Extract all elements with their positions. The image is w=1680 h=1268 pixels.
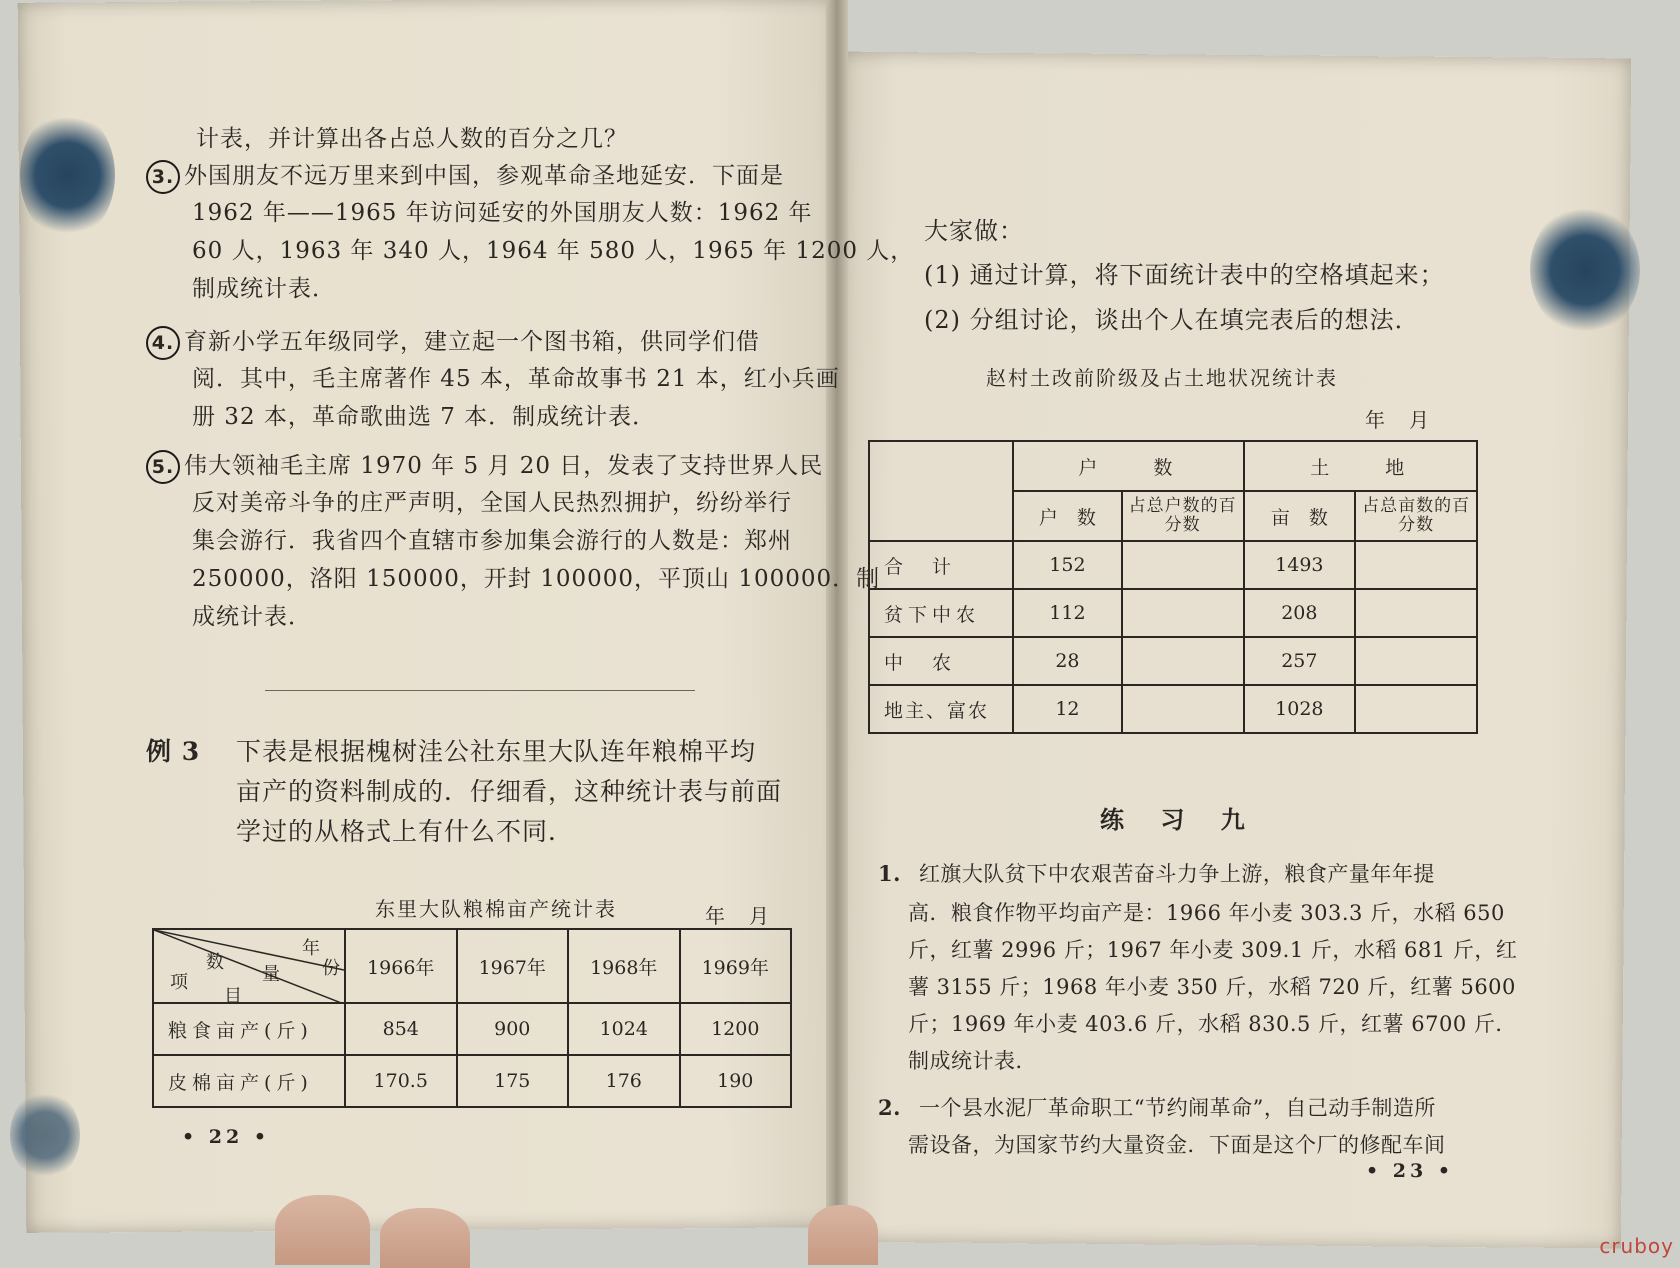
table-row	[869, 541, 1477, 589]
exercise-1	[878, 858, 1435, 890]
problem-text: 制成统计表．	[192, 276, 336, 302]
row-label: 地主、富农	[869, 685, 1013, 733]
problem-text: 250000，洛阳 150000，开封 100000，平顶山 100000．制	[192, 566, 881, 592]
blank-cell	[1355, 541, 1477, 589]
corner-label: 量	[262, 964, 280, 985]
cell-value: 28	[1013, 637, 1122, 685]
row-label: 粮食亩产(斤)	[153, 1003, 345, 1055]
cell-value: 152	[1013, 541, 1122, 589]
problem-text: 阅．其中，毛主席著作 45 本，革命故事书 21 本，红小兵画	[192, 366, 840, 392]
table-row	[869, 685, 1477, 733]
table-corner-cell	[869, 441, 1013, 541]
problem-4	[146, 326, 760, 360]
blank-cell	[1122, 685, 1244, 733]
sub-header: 户 数	[1013, 491, 1122, 541]
cell-value: 170.5	[345, 1055, 457, 1107]
right-heading: 大家做：	[924, 217, 1024, 245]
cell-value: 208	[1244, 589, 1356, 637]
exercise-text: 高．粮食作物平均亩产是：1966 年小麦 303.3 斤，水稻 650	[908, 901, 1505, 925]
yield-table	[152, 928, 792, 1108]
table-corner-cell	[153, 929, 345, 1007]
cell-value: 12	[1013, 685, 1122, 733]
problem-5	[146, 450, 823, 484]
example-text: 学过的从格式上有什么不同．	[236, 817, 575, 846]
problem-number: 3.	[146, 160, 180, 194]
cell-value: 900	[457, 1003, 569, 1055]
exercise-text: 制成统计表．	[908, 1049, 1037, 1073]
cell-value: 1028	[1244, 685, 1356, 733]
group-header: 户 数	[1013, 441, 1243, 491]
table-row	[153, 1003, 791, 1055]
corner-label: 年	[302, 938, 320, 959]
blank-cell	[1355, 685, 1477, 733]
exercise-text: 薯 3155 斤；1968 年小麦 350 斤，水稻 720 斤，红薯 5600	[908, 975, 1516, 999]
exercise-text: 斤，红薯 2996 斤；1967 年小麦 309.1 斤，水稻 681 斤，红	[908, 938, 1518, 962]
exercise-heading: 练 习 九	[1100, 805, 1259, 834]
problem-number: 4.	[146, 326, 180, 360]
table-row	[153, 1055, 791, 1107]
group-header: 土 地	[1244, 441, 1477, 491]
blank-cell	[1355, 637, 1477, 685]
page-number-left: • 22 •	[182, 1126, 270, 1148]
sub-header: 亩 数	[1244, 491, 1356, 541]
table-row	[869, 589, 1477, 637]
section-divider	[265, 690, 695, 691]
cell-value: 176	[568, 1055, 680, 1107]
watermark: cruboy	[1599, 1234, 1674, 1258]
cell-value: 854	[345, 1003, 457, 1055]
ink-stain	[20, 110, 115, 240]
example-3-label: 例 3	[146, 737, 201, 766]
problem-text: 成统计表．	[192, 604, 312, 630]
cell-value: 1200	[680, 1003, 792, 1055]
page-number-right: • 23 •	[1366, 1160, 1454, 1182]
problem-text: 1962 年——1965 年访问延安的外国朋友人数：1962 年	[192, 200, 813, 226]
cell-value: 112	[1013, 589, 1122, 637]
exercise-2	[878, 1092, 1436, 1124]
problem-text: 册 32 本，革命歌曲选 7 本．制成统计表．	[192, 404, 657, 430]
year-header: 1966年	[345, 929, 457, 1003]
table-title: 东里大队粮棉亩产统计表	[375, 897, 617, 921]
cell-value: 190	[680, 1055, 792, 1107]
sub-header: 占总亩数的百分数	[1355, 491, 1477, 541]
book-spine	[826, 0, 848, 1250]
table-date-label: 年 月	[705, 904, 771, 928]
exercise-text: 一个县水泥厂革命职工“节约闹革命”，自己动手制造所	[918, 1096, 1436, 1120]
year-header: 1968年	[568, 929, 680, 1003]
cell-value: 1493	[1244, 541, 1356, 589]
row-label: 皮棉亩产(斤)	[153, 1055, 345, 1107]
example-text: 下表是根据槐树洼公社东里大队连年粮棉平均	[236, 737, 757, 766]
problem-text: 外国朋友不远万里来到中国，参观革命圣地延安．下面是	[184, 163, 784, 189]
finger	[808, 1205, 878, 1265]
blank-cell	[1122, 589, 1244, 637]
exercise-text: 需设备，为国家节约大量资金．下面是这个厂的修配车间	[908, 1133, 1446, 1157]
problem-number: 5.	[146, 450, 180, 484]
finger	[275, 1195, 370, 1265]
ink-stain	[10, 1090, 80, 1180]
task-item: (2) 分组讨论，谈出个人在填完表后的想法．	[924, 306, 1420, 334]
table-row	[869, 637, 1477, 685]
corner-label: 份	[322, 958, 340, 979]
land-table	[868, 440, 1478, 734]
intro-line: 计表，并计算出各占总人数的百分之几？	[196, 126, 628, 152]
year-header: 1967年	[457, 929, 569, 1003]
problem-text: 集会游行．我省四个直辖市参加集会游行的人数是：郑州	[192, 528, 792, 554]
table-title: 赵村土改前阶级及占土地状况统计表	[986, 366, 1338, 390]
corner-label: 数	[206, 952, 224, 973]
corner-label: 项	[170, 972, 188, 993]
blank-cell	[1122, 637, 1244, 685]
ink-stain	[1530, 205, 1640, 335]
year-header: 1969年	[680, 929, 792, 1003]
problem-text: 育新小学五年级同学，建立起一个图书箱，供同学们借	[184, 329, 760, 355]
sub-header: 占总户数的百分数	[1122, 491, 1244, 541]
cell-value: 175	[457, 1055, 569, 1107]
task-item: (1) 通过计算，将下面统计表中的空格填起来；	[924, 261, 1445, 289]
row-label: 合 计	[869, 541, 1013, 589]
exercise-text: 红旗大队贫下中农艰苦奋斗力争上游，粮食产量年年提	[918, 862, 1435, 886]
blank-cell	[1122, 541, 1244, 589]
row-label: 贫下中农	[869, 589, 1013, 637]
corner-label: 目	[224, 986, 242, 1007]
table-date-label: 年 月	[1365, 408, 1431, 432]
cell-value: 1024	[568, 1003, 680, 1055]
problem-text: 60 人，1963 年 340 人，1964 年 580 人，1965 年 1200 人，	[192, 238, 915, 264]
problem-text: 反对美帝斗争的庄严声明，全国人民热烈拥护，纷纷举行	[192, 490, 792, 516]
row-label: 中 农	[869, 637, 1013, 685]
finger	[380, 1208, 470, 1268]
exercise-text: 斤；1969 年小麦 403.6 斤，水稻 830.5 斤，红薯 6700 斤．	[908, 1012, 1517, 1036]
blank-cell	[1355, 589, 1477, 637]
problem-3	[146, 160, 784, 194]
example-text: 亩产的资料制成的．仔细看，这种统计表与前面	[236, 777, 783, 806]
problem-text: 伟大领袖毛主席 1970 年 5 月 20 日，发表了支持世界人民	[184, 453, 824, 479]
exercise-number: 1.	[878, 861, 901, 886]
cell-value: 257	[1244, 637, 1356, 685]
exercise-number: 2.	[878, 1095, 901, 1120]
